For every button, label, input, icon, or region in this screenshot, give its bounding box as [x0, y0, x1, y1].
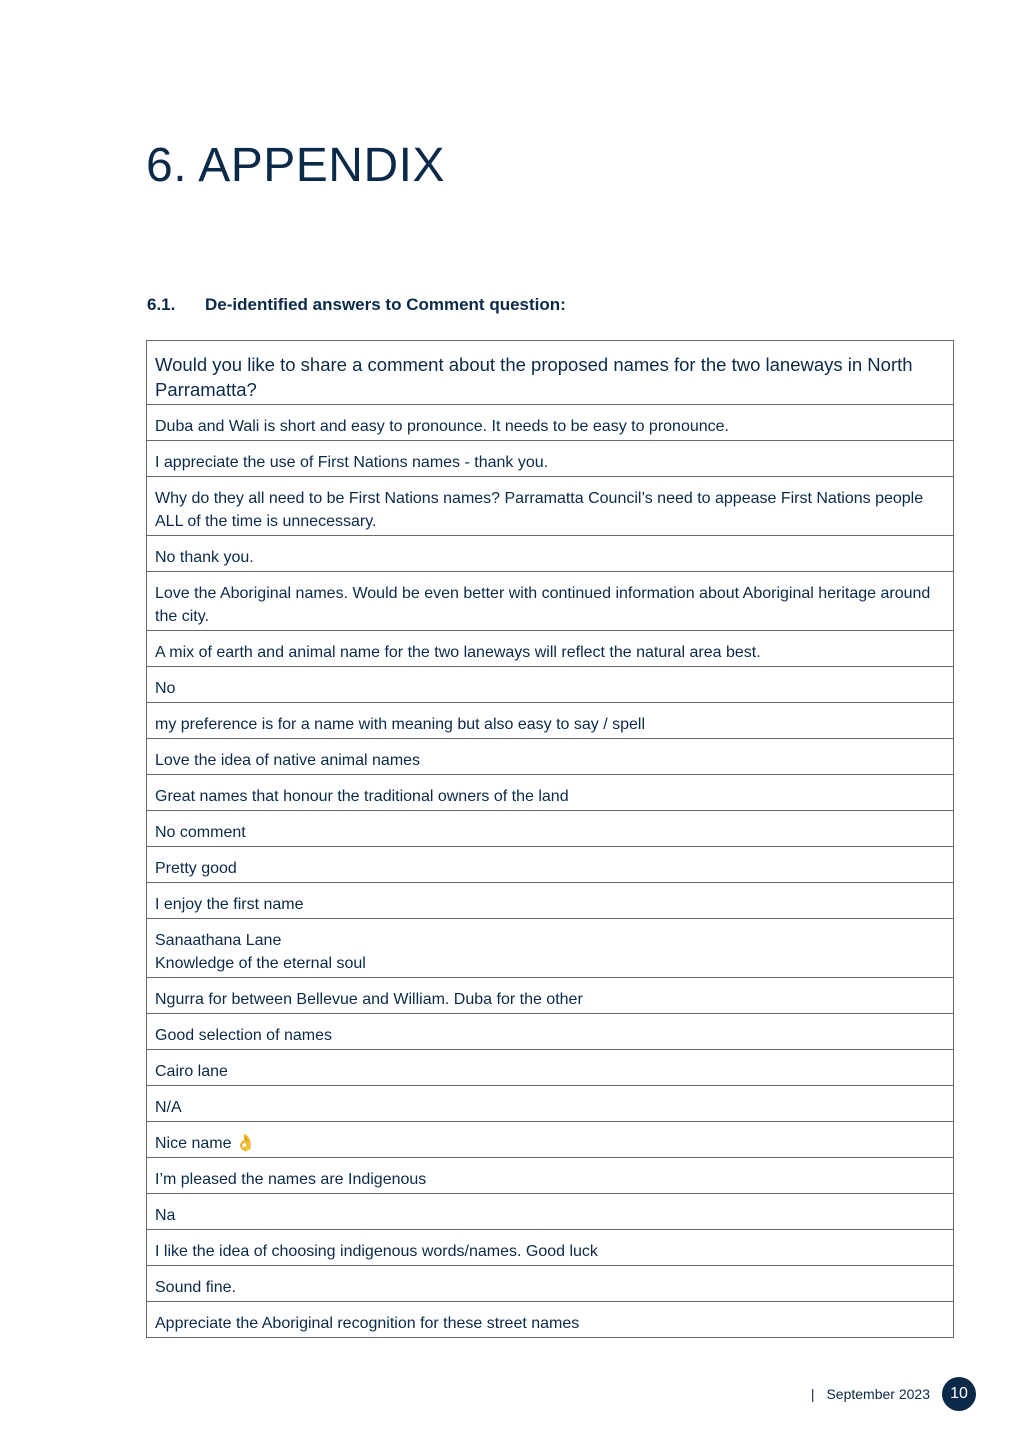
page-number-badge: 10: [942, 1377, 976, 1411]
table-row: [147, 1230, 954, 1266]
table-row: [147, 1302, 954, 1338]
footer-separator: |: [810, 1386, 815, 1402]
table-row: [147, 978, 954, 1014]
table-header-row: [147, 341, 954, 405]
comment-cell: my preference is for a name with meaning but also easy to say / spell: [147, 703, 954, 739]
table-row: [147, 775, 954, 811]
comment-cell: I enjoy the first name: [147, 883, 954, 919]
table-header-cell: Would you like to share a comment about the proposed names for the two laneways in North Parramatta?: [147, 341, 954, 405]
table-row: [147, 536, 954, 572]
table-row: [147, 883, 954, 919]
comment-cell: Sanaathana Lane Knowledge of the eternal soul: [147, 919, 954, 978]
table-row: [147, 1194, 954, 1230]
table-row: [147, 1266, 954, 1302]
table-row: [147, 739, 954, 775]
table-row: [147, 1122, 954, 1158]
comment-cell: Na: [147, 1194, 954, 1230]
comment-cell: A mix of earth and animal name for the two laneways will reflect the natural area best.: [147, 631, 954, 667]
comment-cell: Nice name 👌: [147, 1122, 954, 1158]
page-title: 6. APPENDIX: [146, 139, 445, 192]
table-row: [147, 811, 954, 847]
comments-table: [146, 340, 954, 1338]
footer-date: September 2023: [826, 1386, 930, 1402]
table-row: [147, 1014, 954, 1050]
table-row: [147, 667, 954, 703]
table-row: [147, 1158, 954, 1194]
comment-cell: Love the Aboriginal names. Would be even better with continued information about Aboriginal heritage around the city.: [147, 572, 954, 631]
comment-cell: Appreciate the Aboriginal recognition for these street names: [147, 1302, 954, 1338]
table-row: [147, 1050, 954, 1086]
section-heading: [147, 295, 566, 315]
comment-cell: Cairo lane: [147, 1050, 954, 1086]
comment-cell: I appreciate the use of First Nations names - thank you.: [147, 441, 954, 477]
page-footer: [811, 1377, 976, 1411]
table-row: [147, 631, 954, 667]
comment-cell: N/A: [147, 1086, 954, 1122]
comment-cell: I’m pleased the names are Indigenous: [147, 1158, 954, 1194]
comment-cell: Why do they all need to be First Nations names? Parramatta Council’s need to appease First Nations people ALL of the time is unnecessary.: [147, 477, 954, 536]
table-row: [147, 703, 954, 739]
comment-cell: Love the idea of native animal names: [147, 739, 954, 775]
table-row: [147, 405, 954, 441]
comment-cell: Sound fine.: [147, 1266, 954, 1302]
table-row: [147, 441, 954, 477]
comment-cell: Pretty good: [147, 847, 954, 883]
section-number: 6.1.: [147, 295, 176, 314]
comment-cell: I like the idea of choosing indigenous words/names. Good luck: [147, 1230, 954, 1266]
table-row: [147, 1086, 954, 1122]
comment-cell: Ngurra for between Bellevue and William. Duba for the other: [147, 978, 954, 1014]
table-row: [147, 477, 954, 536]
table-row: [147, 919, 954, 978]
comment-cell: Good selection of names: [147, 1014, 954, 1050]
comment-cell: No comment: [147, 811, 954, 847]
comment-cell: No thank you.: [147, 536, 954, 572]
comment-cell: Duba and Wali is short and easy to pronounce. It needs to be easy to pronounce.: [147, 405, 954, 441]
table-row: [147, 572, 954, 631]
comment-cell: Great names that honour the traditional owners of the land: [147, 775, 954, 811]
comment-cell: No: [147, 667, 954, 703]
table-row: [147, 847, 954, 883]
section-heading-text: De-identified answers to Comment question:: [205, 295, 566, 314]
